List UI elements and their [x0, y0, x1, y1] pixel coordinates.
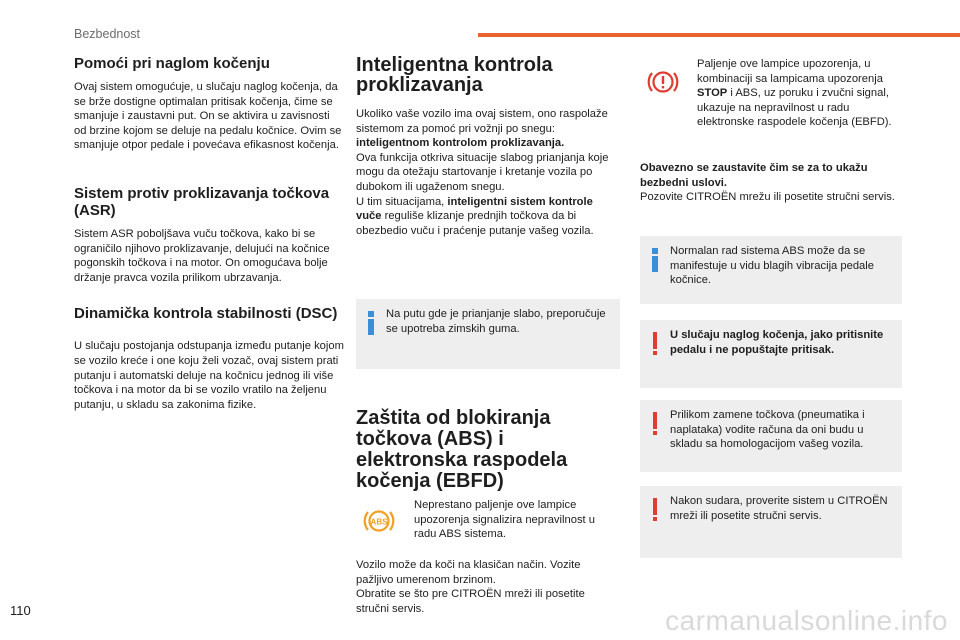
info-box-winter-tyres [356, 299, 620, 369]
heading-abs-ebfd: Zaštita od blokiranja točkova (ABS) i elektronska raspodela kočenja (EBFD) [356, 407, 568, 492]
section-title: Bezbednost [74, 27, 141, 41]
heading-intelligent-traction: Inteligentna kontrola proklizavanja [356, 54, 553, 96]
column-right [640, 55, 902, 205]
column-middle-lower [356, 408, 620, 616]
text-ebfd-lamp: Paljenje ove lampice upozorenja, u kombinaciji sa lampicama upozorenja STOP i ABS, uz poruku i zvučni signal, ukazuje na nepravilnost u radu elektronske raspodele kočenja (EBFD). [697, 58, 892, 129]
header-accent-bar [478, 33, 960, 37]
warning-exclamation-icon [648, 410, 662, 436]
column-left [74, 55, 344, 412]
info-box-abs-vibration [640, 236, 902, 304]
abs-warning-row [356, 499, 620, 552]
column-middle [356, 55, 620, 238]
text-abs-drive: Vozilo može da koči na klasičan način. Vozite pažljivo umerenom brzinom. Obratite se što pre CITROËN mreži ili posetite stručni servis. [356, 559, 585, 615]
text-intelligent-traction: Ukoliko vaše vozilo ima ovaj sistem, ono raspolaže sistemom za pomoć pri vožnji po snegu: inteligentnom kontrolom proklizavanja. Ova funkcija otkriva situacije slabog prianjanja koje mogu da otežaju startovanje i kretanje vozila po dubokom ili ugaženom snegu. U tim situacijama, inteligentni sistem kontrole vuče reguliše klizanje prednjih točkova da bi obezbedio vuču i praćenje putanje vašeg vozila. [356, 108, 609, 237]
abs-lamp-label: ABS [370, 517, 388, 527]
abs-warning-lamp-icon [362, 506, 396, 536]
info-icon [364, 309, 378, 335]
heading-asr: Sistem protiv proklizavanja točkova (ASR) [74, 184, 330, 219]
warning-box-hard-braking [640, 320, 902, 388]
text-abs-lamp: Neprestano paljenje ove lampice upozorenja signalizira nepravilnost u radu ABS sistema. [414, 499, 595, 541]
warning-text-after-collision: Nakon sudara, proverite sistem u CITROËN mreži ili posetite stručni servis. [670, 495, 888, 522]
text-stop-safely: Obavezno se zaustavite čim se za to ukažu bezbedni uslovi. Pozovite CITROËN mrežu ili posetite stručni servis. [640, 162, 895, 204]
info-text-winter-tyres: Na putu gde je prianjanje slabo, preporučuje se upotreba zimskih guma. [386, 308, 606, 335]
page-number: 110 [10, 603, 31, 618]
brake-warning-lamp-icon [646, 67, 680, 97]
info-text-abs-vibration: Normalan rad sistema ABS može da se manifestuje u vidu blagih vibracija pedale kočnice. [670, 245, 874, 287]
text-brake-assist: Ovaj sistem omogućuje, u slučaju naglog kočenja, da se brže dostigne optimalan pritisak kočenja, čime se smanjuje i zaustavni put. On se aktivira u zavisnosti od brzine kojom se deluje na pedalu kočnice. Ovim se smanjuje otpor pedale i povećava efikasnost kočenja. [74, 81, 342, 152]
text-asr: Sistem ASR poboljšava vuču točkova, kako bi se ograničilo njihovo proklizavanje, delujući na kočnice pogonskih točkova i na motor. On omogućava bolje držanje pravca vozila prilikom ubrzavanja. [74, 227, 330, 284]
heading-dsc: Dinamička kontrola stabilnosti (DSC) [74, 305, 338, 323]
warning-text-wheel-change: Prilikom zamene točkova (pneumatika i naplataka) vodite računa da oni budu u skladu sa homologacijom vašeg vozila. [670, 409, 865, 451]
text-dsc: U slučaju postojanja odstupanja između putanje kojom se vozilo kreće i one koju želi vozač, ovaj sistem prati putanju i automatski deluje na kočnicu jednog ili više točkova i na motor da bi se vozilo vratilo na željenu putanju, u skladu sa zakonima fizike. [74, 340, 344, 411]
ebfd-warning-row [640, 55, 902, 153]
warning-exclamation-icon [648, 496, 662, 522]
warning-box-after-collision [640, 486, 902, 558]
info-icon [648, 246, 662, 272]
watermark-text: carmanualsonline.info [665, 605, 948, 636]
warning-text-hard-braking: U slučaju naglog kočenja, jako pritisnite pedalu i ne popuštajte pritisak. [670, 329, 884, 356]
heading-brake-assist: Pomoći pri naglom kočenju [74, 55, 270, 72]
warning-exclamation-icon [648, 330, 662, 356]
warning-box-wheel-change [640, 400, 902, 472]
